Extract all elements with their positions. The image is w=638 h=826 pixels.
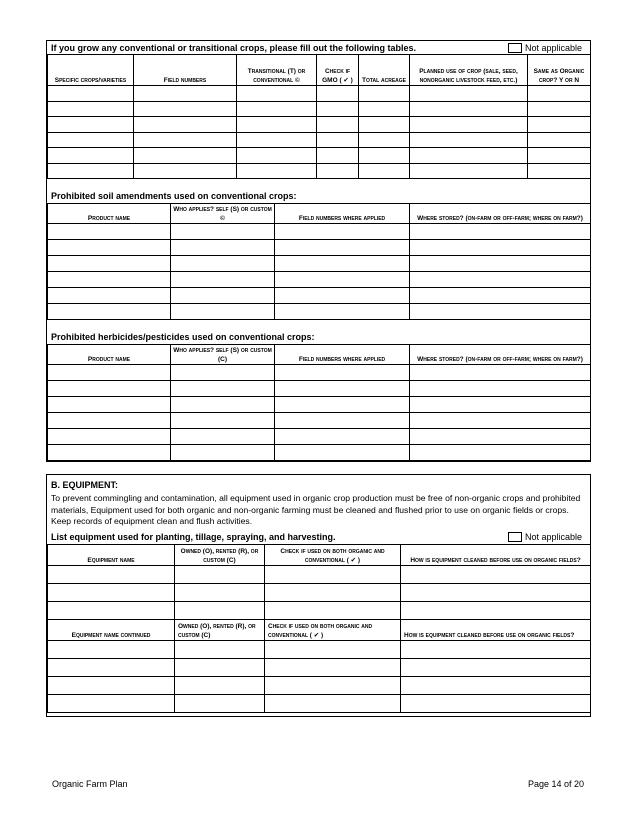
table-row [48,602,591,620]
table-row [48,256,591,272]
table-row [48,659,591,677]
equipment-not-applicable[interactable] [508,532,582,542]
table-row [48,163,591,179]
conventional-crops-section [46,40,591,462]
table-row [48,584,591,602]
equipment-table [47,544,591,713]
table-row [48,117,591,133]
table-row [48,304,591,320]
crops-table [47,54,591,179]
equipment-title: B. EQUIPMENT: [51,480,119,490]
col-owned: Owned (O), rented (R), or custom (C) [175,545,265,566]
table-row [48,429,591,445]
equipment-paragraph: To prevent commingling and contamination, all equipment used in organic crop production must be free of non-organic crops and prohibited materials, Equipment used for both organic and non-organic farming must be cleaned and flushed prior to use on organic fields or crops. Keep records of equipment clean and flush activities. [51,493,581,526]
table-row [48,272,591,288]
table-row [48,397,591,413]
table-row [48,566,591,584]
col-planned-use: Planned use of crop (sale, seed, nonorganic livestock feed, etc.) [410,55,528,86]
col-who-applies: Who applies? self (S) or custom © [171,204,275,224]
col-equipment-name-continued: Equipment name continued [48,620,175,641]
crops-not-applicable-checkbox[interactable] [508,43,522,53]
table-row [48,148,591,164]
equipment-not-applicable-checkbox[interactable] [508,532,522,542]
table-row [48,288,591,304]
col-total-acreage: Total acreage [359,55,410,86]
table-row [48,445,591,461]
col-transitional: Transitional (T) or conventional © [237,55,317,86]
equipment-not-applicable-label: Not applicable [524,532,582,542]
soil-amendments-title: Prohibited soil amendments used on conventional crops: [51,191,297,201]
table-row [48,240,591,256]
col-who-applies: Who applies? self (S) or custom (C) [171,345,275,365]
col-product-name: Product name [48,204,171,224]
col-owned-2: Owned (O), rented (R), or custom (C) [175,620,265,641]
table-row [48,101,591,117]
col-check-gmo: Check if GMO ( ✔ ) [317,55,359,86]
col-field-numbers-applied: Field numbers where applied [275,204,410,224]
crops-not-applicable-label: Not applicable [524,43,582,53]
table-row [48,677,591,695]
table-row [48,695,591,713]
soil-amendments-table [47,203,591,320]
herbicides-table [47,344,591,461]
col-same-as-organic: Same as Organic crop? Y or N [528,55,591,86]
col-specific-crops: Specific crops/varieties [48,55,134,86]
table-row [48,132,591,148]
equipment-section [46,474,591,717]
herbicides-title: Prohibited herbicides/pesticides used on conventional crops: [51,332,315,342]
col-where-stored: Where stored? (on-farm or off-farm; where on farm?) [410,204,591,224]
col-where-stored: Where stored? (on-farm or off-farm; where on farm?) [410,345,591,365]
table-row [48,381,591,397]
table-row [48,641,591,659]
col-check-both: Check if used on both organic and conventional ( ✔ ) [265,545,401,566]
crops-instruction-text: If you grow any conventional or transitional crops, please fill out the following tables. [51,43,417,53]
footer-page-number: Page 14 of 20 [527,779,584,789]
table-row [48,224,591,240]
table-row [48,413,591,429]
col-field-numbers-applied: Field numbers where applied [275,345,410,365]
col-product-name: Product name [48,345,171,365]
crops-instruction [51,43,586,53]
col-equipment-name: Equipment name [48,545,175,566]
col-check-both-2: Check if used on both organic and conventional ( ✔ ) [265,620,401,641]
table-row [48,365,591,381]
crops-not-applicable[interactable] [508,43,582,53]
equipment-list-label-row [51,532,586,542]
col-field-numbers: Field numbers [134,55,237,86]
footer-title: Organic Farm Plan [52,779,128,789]
col-cleaned-2: How is equipment cleaned before use on organic fields? [401,620,591,641]
equipment-list-label: List equipment used for planting, tillage, spraying, and harvesting. [51,532,336,542]
col-cleaned: How is equipment cleaned before use on organic fields? [401,545,591,566]
table-row [48,86,591,102]
